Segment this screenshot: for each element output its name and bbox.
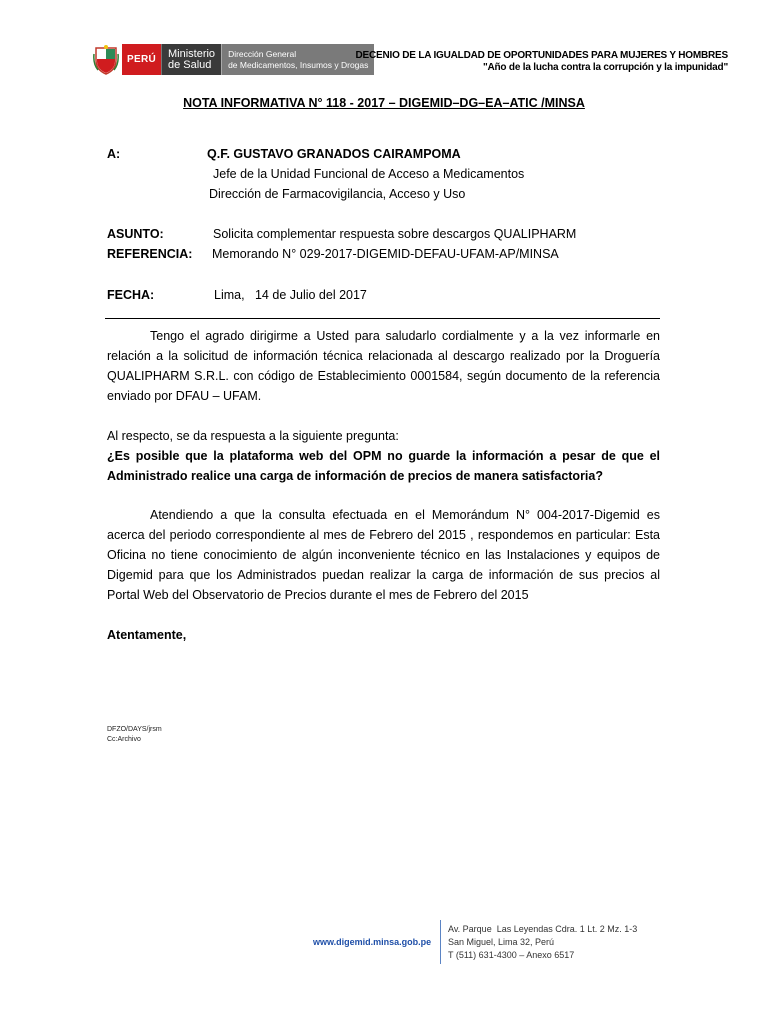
question-text: ¿Es posible que la plataforma web del OPM no guarde la información a pesar de que el Administrado realice una carga de información de precios de manera satisfactoria? bbox=[107, 449, 660, 483]
footer-divider bbox=[440, 920, 441, 964]
referencia-value: Memorando N° 029-2017-DIGEMID-DEFAU-UFAM-AP/MINSA bbox=[212, 247, 559, 261]
peru-label: PERÚ bbox=[122, 44, 161, 75]
separator-line bbox=[105, 318, 660, 319]
address-line2: San Miguel, Lima 32, Perú bbox=[448, 937, 555, 947]
coat-of-arms-icon bbox=[93, 44, 119, 75]
footer-address bbox=[448, 923, 637, 962]
fecha-label: FECHA: bbox=[107, 288, 155, 302]
initials-line2: Cc:Archivo bbox=[107, 736, 141, 743]
to-position: Jefe de la Unidad Funcional de Acceso a Medicamentos bbox=[213, 167, 525, 181]
to-label: A: bbox=[107, 147, 121, 161]
direccion-label bbox=[221, 44, 374, 75]
direccion-line1: Dirección General bbox=[228, 48, 297, 59]
referencia-label: REFERENCIA: bbox=[107, 247, 193, 261]
asunto-label: ASUNTO: bbox=[107, 227, 164, 241]
asunto-value: Solicita complementar respuesta sobre descargos QUALIPHARM bbox=[213, 227, 577, 241]
address-line1: Av. Parque Las Leyendas Cdra. 1 Lt. 2 Mz. 1-3 bbox=[448, 924, 638, 934]
initials-line1: DFZO/DAYS/jrsm bbox=[107, 726, 162, 733]
decenio-line2: "Año de la lucha contra la corrupción y la impunidad" bbox=[482, 62, 728, 73]
paragraph-respuesta: Al respecto, se da respuesta a la siguiente pregunta: bbox=[107, 429, 399, 443]
direccion-line2: de Medicamentos, Insumos y Drogas bbox=[228, 59, 369, 70]
ministerio-line2: de Salud bbox=[167, 58, 212, 71]
paragraph-answer: Atendiendo a que la consulta efectuada en el Memorándum N° 004-2017-Digemid es acerca del periodo correspondiente al mes de Febrero del 2015 , respondemos en particular: Esta Oficina no tiene conocimiento de algún inconveniente técnico en las Instalaciones y equipos de Digemid para que los Administrados puedan realizar la carga de información de sus precios al Portal Web del Observatorio de Precios durante el mes de Febrero del 2015 bbox=[107, 508, 660, 602]
decenio-line1: DECENIO DE LA IGUALDAD DE OPORTUNIDADES PARA MUJERES Y HOMBRES bbox=[355, 50, 728, 61]
ministerio-line1: Ministerio bbox=[167, 47, 216, 60]
ministerio-label bbox=[161, 44, 221, 75]
document-title: NOTA INFORMATIVA N° 118 - 2017 – DIGEMID–DG–EA–ATIC /MINSA bbox=[183, 96, 585, 110]
to-department: Dirección de Farmacovigilancia, Acceso y Uso bbox=[209, 187, 466, 201]
decenio-header bbox=[356, 50, 728, 74]
fecha-value: Lima, 14 de Julio del 2017 bbox=[214, 288, 367, 302]
to-name: Q.F. GUSTAVO GRANADOS CAIRAMPOMA bbox=[207, 147, 461, 161]
paragraph-intro: Tengo el agrado dirigirme a Usted para saludarlo cordialmente y a la vez informarle en relación a la solicitud de información técnica relacionada al descargo realizado por la Droguería QUALIPHARM S.R.L. con código de Establecimiento 0001584, según documento de la referencia enviado por DFAU – UFAM. bbox=[107, 329, 660, 403]
website-link[interactable]: www.digemid.minsa.gob.pe bbox=[313, 937, 432, 947]
closing-text: Atentamente, bbox=[107, 628, 187, 642]
ministry-logo bbox=[93, 44, 374, 75]
address-line3: T (511) 631-4300 – Anexo 6517 bbox=[448, 950, 575, 960]
